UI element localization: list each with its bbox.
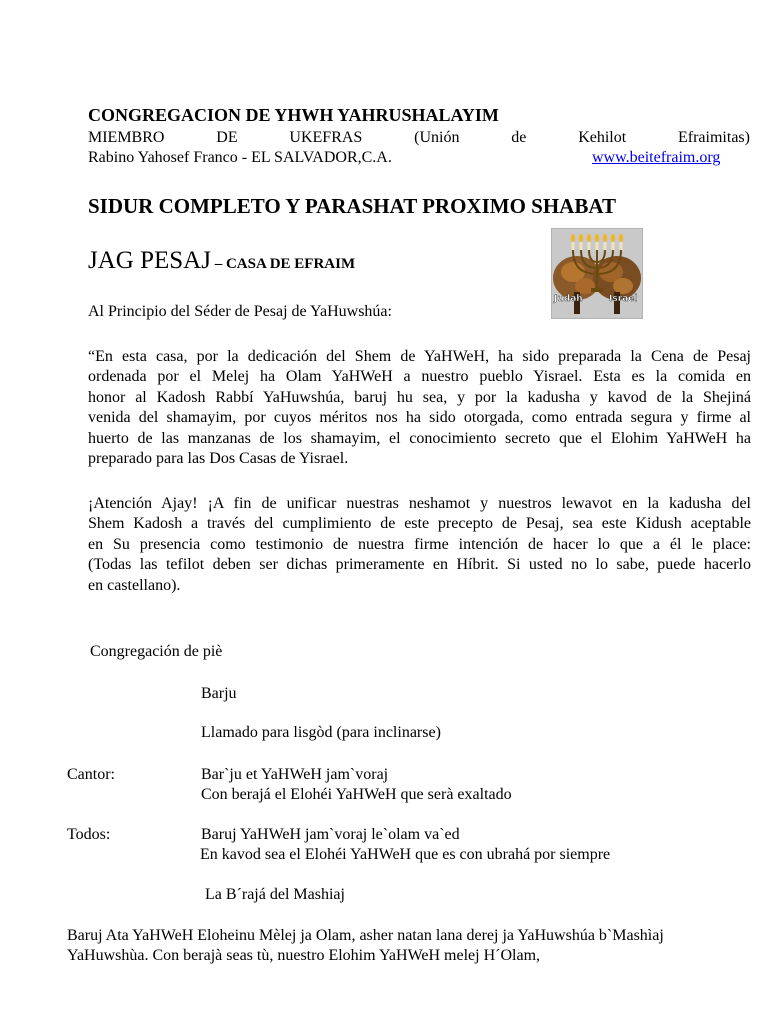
congregation-title: CONGREGACION DE YHWH YAHRUSHALAYIM [88,105,499,125]
paragraph-line: ordenada por el Melej ha Olam YaHWeH a nuestro pueblo Yisrael. Esta es la comida en [88,368,751,386]
todos-line-1: Baruj YaHWeH jam`voraj le`olam va`ed [201,826,460,843]
member-word: Efraimitas) [678,129,750,146]
logo-israel-text: Israel [609,294,638,304]
todos-label: Todos: [67,826,111,843]
paragraph-line: en Su presencia como testimonio de nuestra firme intención de hacer lo que a él le place: [88,535,751,553]
rabbi-line: Rabino Yahosef Franco - EL SALVADOR,C.A. [88,149,392,166]
paragraph-line: huerto de las manzanas de los shamayim, el conocimiento secreto que el Elohim YaHWeH ha [88,429,751,447]
member-line [88,128,750,148]
paragraph-attention [88,494,751,596]
todos-line-2: En kavod sea el Elohéi YaHWeH que es con ubrahá por siempre [200,846,611,863]
jag-pesaj-heading [88,245,355,280]
member-word: UKEFRAS [289,129,363,146]
paragraph-line: preparado para las Dos Casas de Yisrael. [88,450,349,468]
member-word: Kehilot [578,129,627,146]
congregacion-de-pie: Congregación de piè [90,643,223,660]
member-word: MIEMBRO [88,129,165,146]
paragraph-line: honor al Kadosh Rabbí YaHuwshúa, baruj hu sea, y por la kadusha y kavod de la Shejiná [88,388,751,406]
menorah-tree-icon [551,228,643,319]
seder-intro: Al Principio del Séder de Pesaj de YaHuwshúa: [88,303,392,320]
sidur-title: SIDUR COMPLETO Y PARASHAT PROXIMO SHABAT [88,194,616,218]
member-word: DE [216,129,238,146]
braja-title: La B´rajá del Mashiaj [205,886,345,903]
paragraph-line: ¡Atención Ajay! ¡A fin de unificar nuestras neshamot y nuestros lewavot en la kadusha del [88,495,751,512]
final-line-2: YaHuwshùa. Con berajà seas tù, nuestro Elohim YaHWeH melej H´Olam, [67,947,541,964]
jag-pesaj-title: JAG PESAJ [88,247,211,274]
casa-de-efraim: – CASA DE EFRAIM [210,256,356,272]
cantor-line-2: Con berajá el Elohéi YaHWeH que serà exaltado [201,786,512,803]
paragraph-line: (Todas las tefilot deben ser dichas primeramente en Híbrit. Si usted no lo sabe, puede hacerlo [88,556,751,574]
barju-heading: Barju [201,685,237,702]
logo-judah-text: Judah [554,294,583,304]
member-word: (Unión [414,129,460,146]
cantor-label: Cantor: [67,766,115,783]
llamado-line: Llamado para lisgòd (para inclinarse) [201,724,441,741]
paragraph-dedication [88,347,751,469]
website-link[interactable]: www.beitefraim.org [592,149,721,166]
paragraph-line: en castellano). [88,576,181,594]
paragraph-line: venida del shamayim, por cuyos méritos nos ha sido otorgada, como entrada segura y firme al [88,409,751,427]
member-word: de [511,129,527,146]
paragraph-line: “En esta casa, por la dedicación del Shem de YaHWeH, ha sido preparada la Cena de Pesaj [88,348,751,365]
menorah-tree-logo [551,228,643,319]
cantor-line-1: Bar`ju et YaHWeH jam`voraj [201,766,389,783]
final-line-1: Baruj Ata YaHWeH Eloheinu Mèlej ja Olam, asher natan lana derej ja YaHuwshúa b`Mashìaj [67,927,664,944]
paragraph-line: Shem Kadosh a través del cumplimiento de este precepto de Pesaj, sea este Kidush aceptable [88,515,751,533]
